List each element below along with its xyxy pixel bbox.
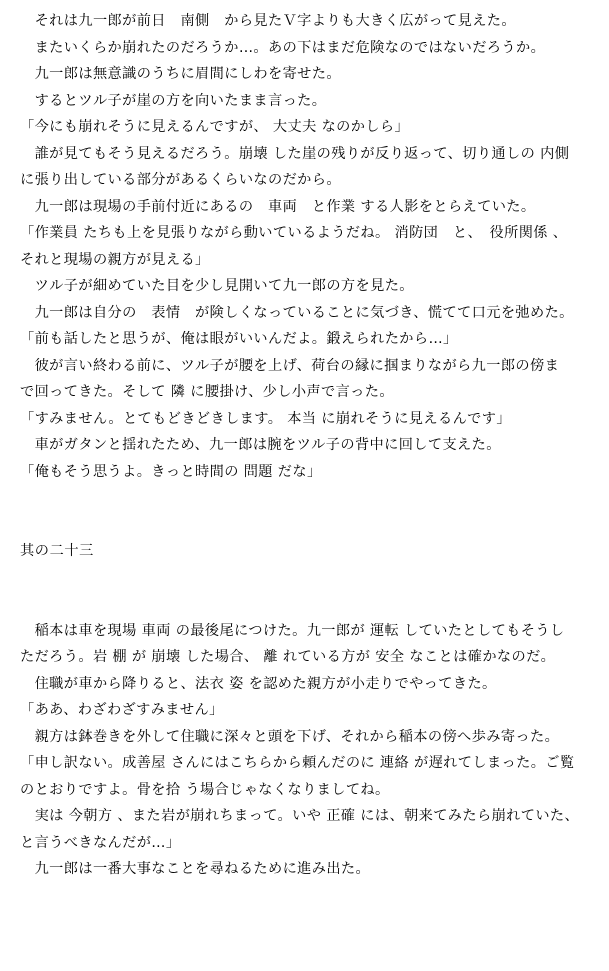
text-line: ただろう。岩 棚 が 崩壊 した場合、 離 れている方が 安全 なことは確かなのだ。 [20,649,556,665]
text-line: のとおりですよ。骨を拾 う場合じゃなくなりましてね。 [20,781,390,798]
text-line: それは九一郎が前日 南側 から見たＶ字よりも大きく広がって見えた。 [20,13,516,29]
text-line: 「ああ、わざわざすみません」 [20,702,224,718]
text-line: それと現場の親方が見える」 [20,251,210,268]
text-line: 九一郎は一番大事なことを尋ねるために進み出た。 [20,861,371,877]
text-line: 「今にも崩れそうに見えるんですが、 大丈夫 なのかしら」 [20,119,410,135]
text-line: 誰が見てもそう見えるだろう。崩壊 した崖の残りが反り返って、切り通しの 内側 [20,145,570,162]
text-line: 稲本は車を現場 車両 の最後尾につけた。九一郎が 運転 していたとしてもそうし [20,622,565,639]
text-line: 住職が車から降りると、法衣 姿 を認めた親方が小走りでやってきた。 [20,675,497,692]
text-line: 「作業員 たちも上を見張りながら動いているようだね。 消防団 と、 役所関係 、 [20,225,568,241]
text-line: 車がガタンと揺れたため、九一郎は腕をツル子の背中に回して支えた。 [20,437,501,453]
text-line: 「前も話したと思うが、俺は眼がいいんだよ。鍛えられたから…」 [20,331,458,347]
text-line: 彼が言い終わる前に、ツル子が腰を上げ、荷台の縁に掴まりながら九一郎の傍ま [20,357,560,374]
text-line: 九一郎は自分の 表情 が険しくなっていることに気づき、慌てて口元を弛めた。 [20,304,574,321]
chapter-heading: 其の二十三 [20,543,94,559]
blank-line [20,565,599,592]
text-line: と言うべきなんだが…」 [20,834,181,851]
text-line: 親方は鉢巻きを外して住職に深々と頭を下げ、それから稲本の傍へ歩み寄った。 [20,728,560,745]
text-line: 実は 今朝方 、また岩が崩れちまって。いや 正確 には、朝来てみたら崩れていた、 [20,808,580,824]
text-line: 九一郎は現場の手前付近にあるの 車両 と作業 する人影をとらえていた。 [20,198,536,215]
text-line: 「申し訳ない。成善屋 さんにはこちらから頼んだのに 連絡 が遅れてしまった。ご覧 [20,755,575,771]
text-line: またいくらか崩れたのだろうか…。あの下はまだ危険なのではないだろうか。 [20,39,546,56]
blank-line [20,591,599,618]
text-line: ツル子が細めていた目を少し見開いて九一郎の方を見た。 [20,278,414,294]
text-line: 九一郎は無意識のうちに眉間にしわを寄せた。 [20,66,341,82]
text-line: に張り出している部分があるくらいなのだから。 [20,172,341,188]
text-line: 「俺もそう思うよ。きっと時間の 問題 だな」 [20,463,322,480]
blank-line [20,485,599,512]
text-line: で回ってきた。そして 隣 に腰掛け、少し小声で言った。 [20,384,394,400]
blank-line [20,512,599,539]
text-line: するとツル子が崖の方を向いたまま言った。 [20,92,327,109]
text-line: 「すみません。とてもどきどきします。 本当 に崩れそうに見えるんです」 [20,410,511,427]
